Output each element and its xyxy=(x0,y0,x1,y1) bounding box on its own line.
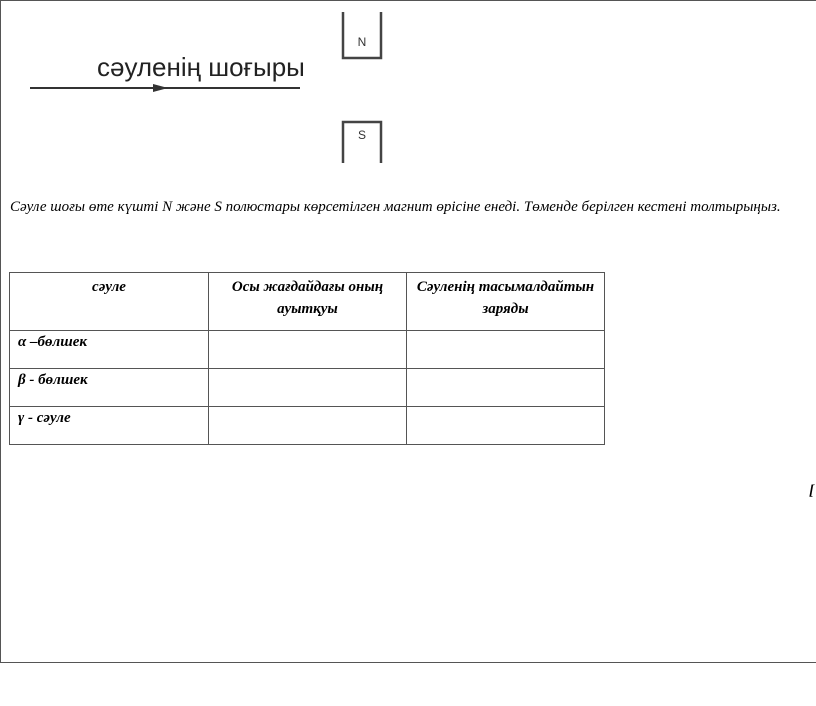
row-label-alpha: α –бөлшек xyxy=(10,331,209,369)
header-charge: Сәуленің тасымалдайтын заряды xyxy=(407,273,605,331)
cell-charge[interactable] xyxy=(407,331,605,369)
row-label-gamma: γ - сәуле xyxy=(10,407,209,445)
table-row xyxy=(10,369,605,407)
cell-deflection[interactable] xyxy=(209,407,407,445)
magnet-north xyxy=(340,12,384,60)
cell-deflection[interactable] xyxy=(209,369,407,407)
row-label-beta: β - бөлшек xyxy=(10,369,209,407)
magnet-south xyxy=(340,120,384,164)
header-deflection: Осы жағдайдағы оның ауытқуы xyxy=(209,273,407,331)
cell-deflection[interactable] xyxy=(209,331,407,369)
edge-mark: [ xyxy=(809,483,814,499)
task-prompt: Сәуле шоғы өте күшті N және S полюстары көрсетілген магнит өрісіне енеді. Төменде берілген кестені толтырыңыз. xyxy=(10,199,781,215)
table-row xyxy=(10,331,605,369)
cell-charge[interactable] xyxy=(407,369,605,407)
magnet-south-label: S xyxy=(357,128,367,142)
magnet-north-label: N xyxy=(357,35,367,49)
table-header-row xyxy=(10,273,605,331)
beam-label: сәуленің шоғыры xyxy=(97,52,305,82)
cell-charge[interactable] xyxy=(407,407,605,445)
beam-arrow xyxy=(30,80,310,96)
header-ray: сәуле xyxy=(10,273,209,331)
answer-table xyxy=(9,272,605,445)
table-row xyxy=(10,407,605,445)
